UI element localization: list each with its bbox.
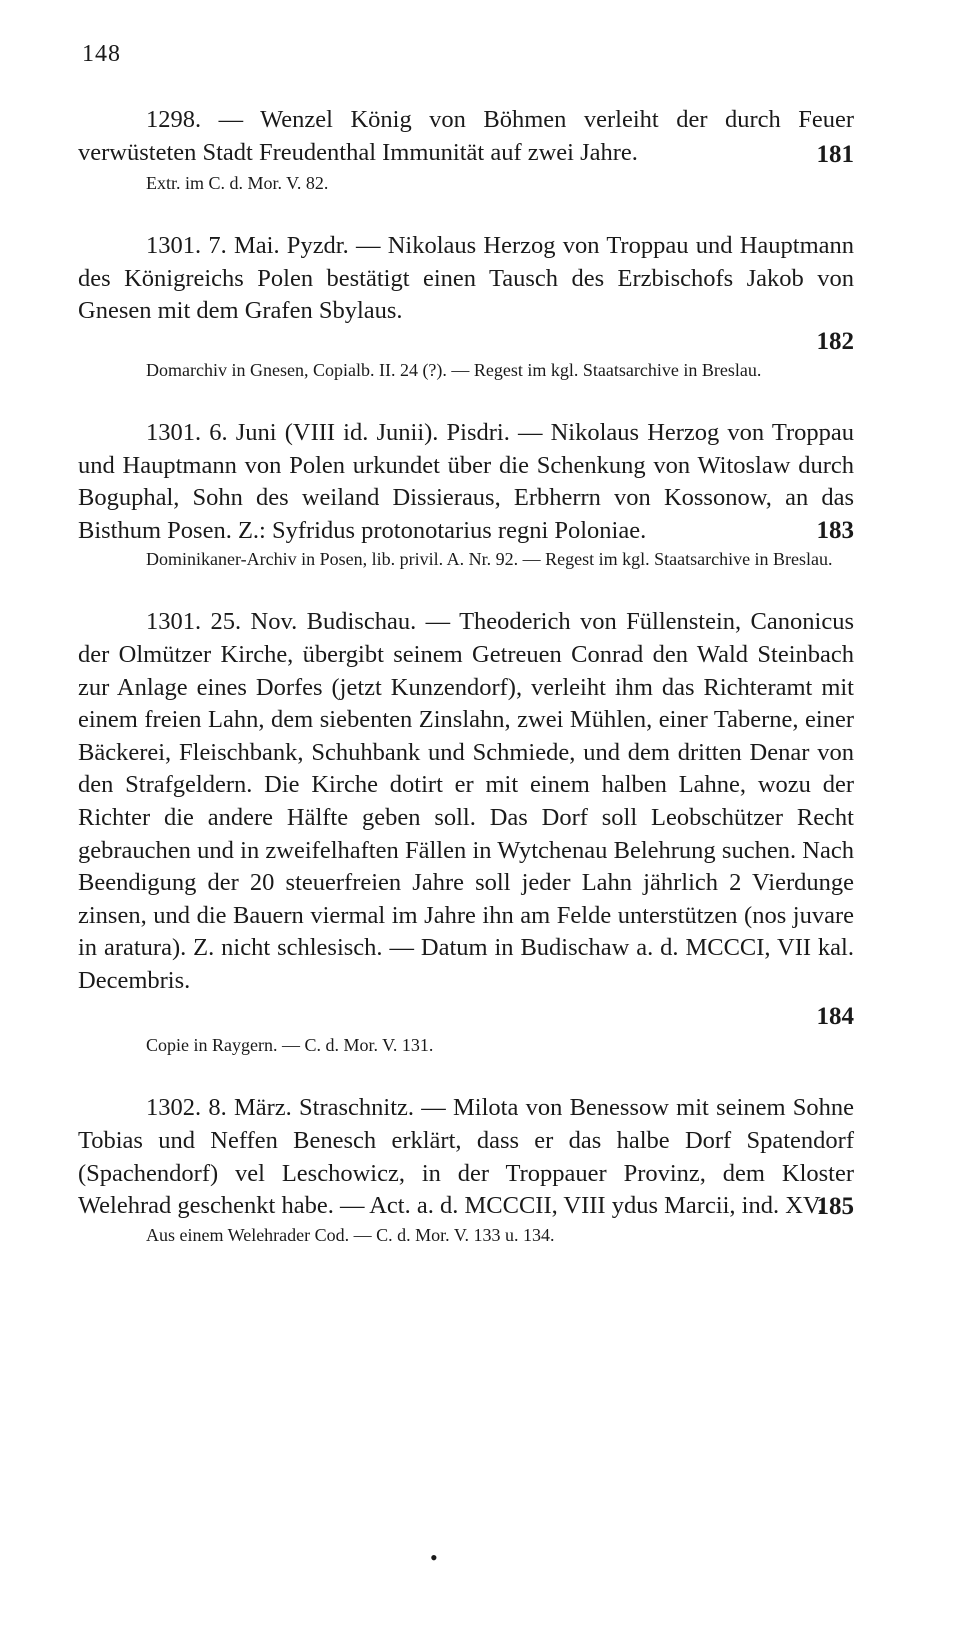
regest-entry-183 <box>78 417 854 572</box>
entry-number: 183 <box>816 517 854 545</box>
entry-text: 1301. 25. Nov. Budischau. — Theoderich von Füllenstein, Canonicus der Olmützer Kirche, übergibt seinem Getreuen Conrad den Wald Steinbach zur Anlage eines Dorfes (jetzt Kunzendorf), verleiht ihm das Richteramt mit einem freien Lahn, dem siebenten Zinslahn, zwei Mühlen, einer Taberne, einer Bäckerei, Fleischbank, Schuhbank und Schmiede, und dem dritten Denar von den Strafgeldern. Die Kirche dotirt er mit einem halben Lahne, wozu der Richter die andere Hälfte geben soll. Das Dorf soll Leobschützer Recht gebrauchen und in zweifelhaften Fällen in Wytchenau Belehrung suchen. Nach Beendigung der 20 steuerfreien Jahre soll jeder Lahn jährlich 2 Vierdunge zinsen, und die Bauern viermal im Jahre ihn am Felde unterstützen (nos juvare in aratura). Z. nicht schlesisch. — Datum in Budischaw a. d. MCCCI, VII kal. Decembris. <box>78 608 854 994</box>
page-number: 148 <box>82 41 121 67</box>
entry-source: Domarchiv in Gnesen, Copialb. II. 24 (?). — Regest im kgl. Staatsarchive in Breslau. <box>146 359 762 380</box>
document-page <box>78 40 854 1620</box>
entry-number: 181 <box>816 141 854 169</box>
entry-source: Dominikaner-Archiv in Posen, lib. privil. A. Nr. 92. — Regest im kgl. Staatsarchive in Breslau. <box>146 549 833 570</box>
regest-entry-182 <box>78 230 854 383</box>
entry-source: Aus einem Welehrader Cod. — C. d. Mor. V. 133 u. 134. <box>146 1224 555 1245</box>
entry-number: 182 <box>816 327 854 355</box>
entry-number: 184 <box>816 1003 854 1031</box>
entry-text: 1301. 7. Mai. Pyzdr. — Nikolaus Herzog von Troppau und Hauptmann des Königreichs Polen bestätigt einen Tausch des Erzbischofs Jakob von Gnesen mit dem Grafen Sbylaus. <box>78 232 854 325</box>
regest-entry-184 <box>78 606 854 1058</box>
entry-number: 185 <box>816 1192 854 1220</box>
entry-text: 1298. — Wenzel König von Böhmen verleiht der durch Feuer verwüsteten Stadt Freudenthal Immunität auf zwei Jahre. <box>78 106 854 166</box>
entry-text: 1301. 6. Juni (VIII id. Junii). Pisdri. — Nikolaus Herzog von Troppau und Hauptmann von Polen urkundet über die Schenkung von Witoslaw durch Boguphal, Sohn des weiland Dissieraus, Erbherrn von Kossonow, an das Bisthum Posen. Z.: Syfridus protonotarius regni Poloniae. <box>78 418 854 544</box>
regest-entry-185 <box>78 1092 854 1247</box>
entry-text: 1302. 8. März. Straschnitz. — Milota von Benessow mit seinem Sohne Tobias und Neffen Benesch erklärt, dass er das halbe Dorf Spatendorf (Spachendorf) vel Leschowicz, in der Troppauer Provinz, dem Kloster Welehrad geschenkt habe. — Act. a. d. MCCCII, VIII ydus Marcii, ind. XV. <box>78 1094 854 1220</box>
regest-entry-181 <box>78 104 854 196</box>
entry-source: Copie in Raygern. — C. d. Mor. V. 131. <box>146 1035 434 1056</box>
printer-dot: • <box>430 1545 438 1570</box>
entry-source: Extr. im C. d. Mor. V. 82. <box>146 173 329 194</box>
